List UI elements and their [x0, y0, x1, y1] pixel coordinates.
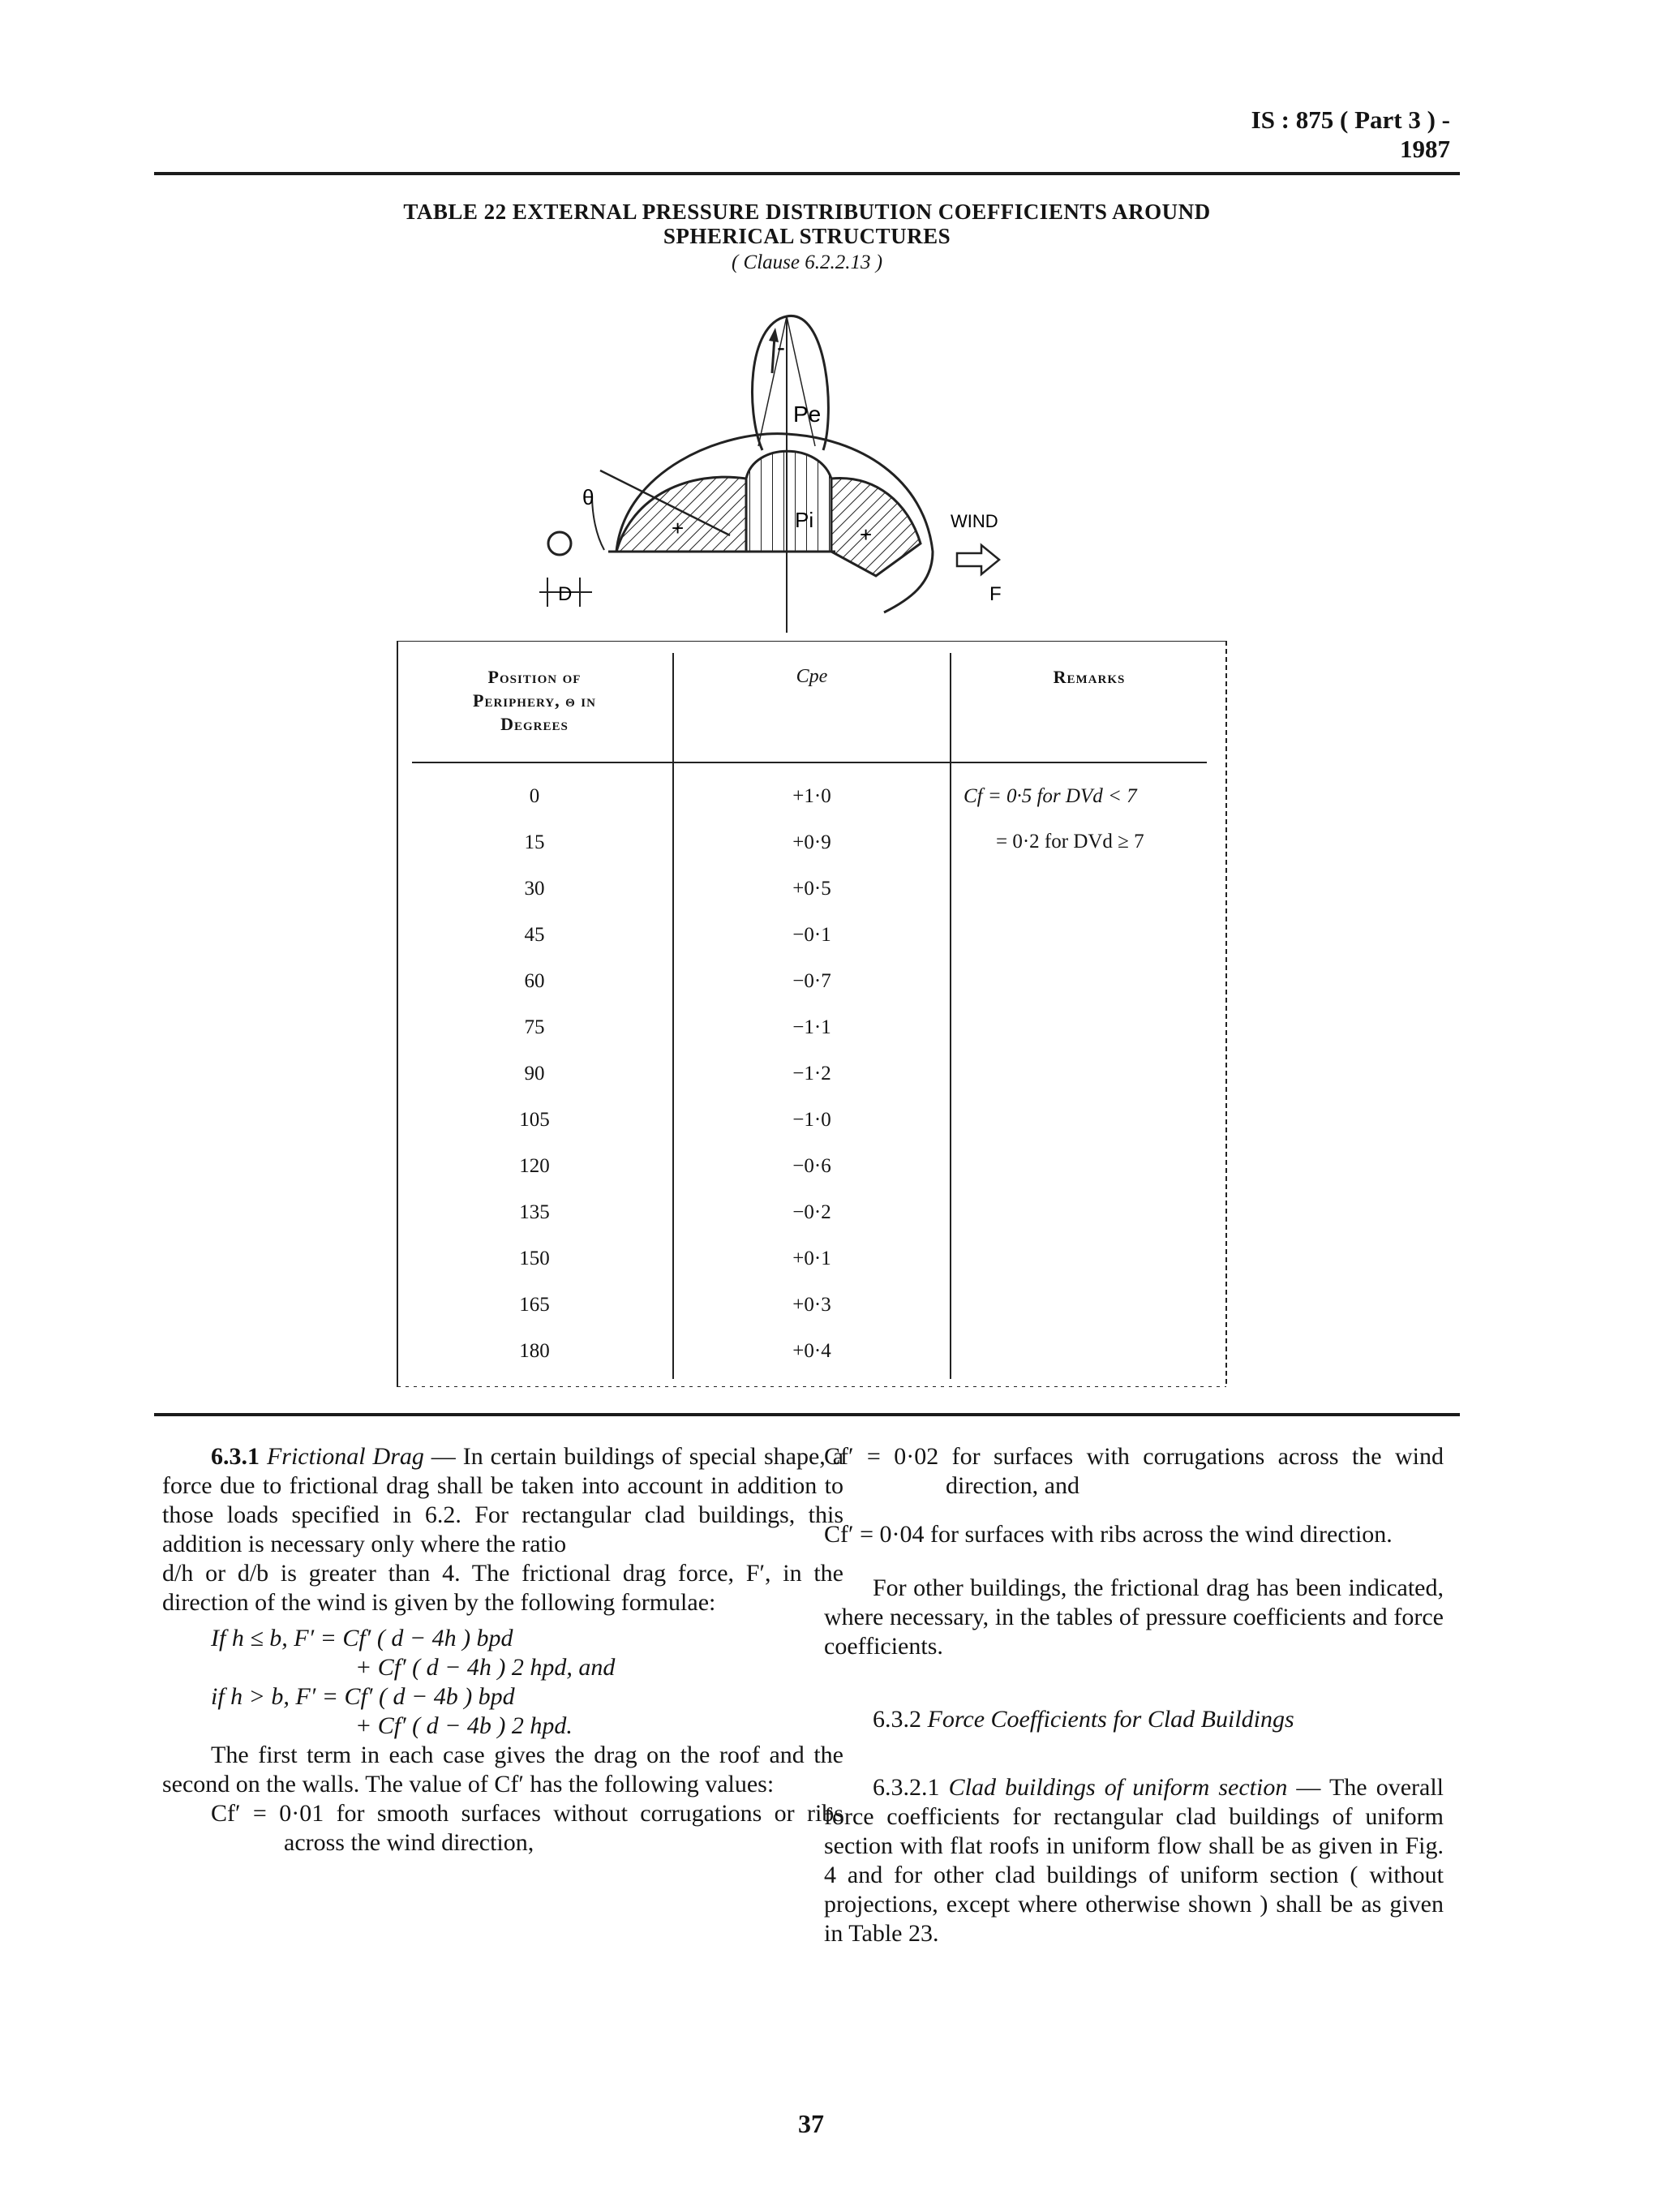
wind-arrow: [957, 545, 999, 574]
col-header-remarks: Remarks: [1053, 667, 1126, 687]
col-header-cpe: Cpe: [796, 666, 828, 687]
clad-buildings-paragraph: 6.3.2.1 Clad buildings of uniform section — The overall force coefficients for rectangular clad buildings of uniform section with flat roofs in uniform flow shall be as given in Fig. 4 and for other clad buildings of uniform section ( without projections, except where otherwise shown ) shall be as given in Table 23.: [824, 1774, 1444, 1947]
table-title-line1: TABLE 22 EXTERNAL PRESSURE DISTRIBUTION COEFFICIENTS AROUND: [403, 200, 1211, 224]
left-column: [162, 1442, 843, 1858]
remark-line1: Cf = 0·5 for DVd < 7: [964, 785, 1137, 807]
formula-1: If h ≤ b, F′ = Cf′ ( d − 4h ) bpd + Cf′ ( d − 4h ) 2 hpd, and: [211, 1625, 616, 1681]
table-cell-position: 150: [519, 1248, 550, 1269]
formula-2: if h > b, F′ = Cf′ ( d − 4b ) bpd + Cf′ ( d − 4b ) 2 hpd.: [211, 1683, 573, 1739]
table-cell-cpe: +0·4: [792, 1340, 831, 1362]
table-cell-cpe: +1·0: [792, 785, 831, 807]
table-cell-cpe: +0·5: [792, 878, 831, 900]
inner-dome: [746, 451, 831, 552]
wind-label: WIND: [951, 511, 998, 531]
right-column: [824, 1442, 1444, 1948]
table-cell-position: 105: [519, 1109, 550, 1131]
pe-label: Pe: [793, 402, 822, 427]
table-cell-position: 45: [524, 924, 545, 946]
table-cell-position: 120: [519, 1155, 550, 1177]
table-cell-cpe: +0·9: [792, 831, 831, 853]
pi-label: Pi: [795, 508, 814, 532]
d-label: D: [558, 583, 573, 605]
standard-header: IS : 875 ( Part 3 ) - 1987: [1251, 105, 1450, 163]
table-cell-cpe: −1·0: [792, 1109, 831, 1131]
table-cell-position: 15: [524, 831, 545, 853]
drag-terms-paragraph: The first term in each case gives the drag on the roof and the second on the walls. The value of Cf′ has the following values:: [162, 1742, 843, 1798]
cf-corrugations-value: Cf′ = 0·02 for surfaces with corrugations across the wind direction, and: [824, 1443, 1444, 1499]
other-buildings-paragraph: For other buildings, the frictional drag has been indicated, where necessary, in the tables of pressure coefficients and force coefficients.: [824, 1574, 1444, 1660]
table-cell-position: 30: [524, 878, 545, 900]
table-title-line2: SPHERICAL STRUCTURES: [663, 224, 951, 248]
table-cell-position: 0: [529, 785, 540, 807]
pressure-table: [396, 641, 1228, 1387]
col-header-position: Position of Periphery, θ in Degrees: [473, 667, 596, 734]
remark-line2: = 0·2 for DVd ≥ 7: [996, 831, 1144, 853]
ratio-paragraph: d/h or d/b is greater than 4. The frictional drag force, F′, in the direction of the wind is given by the following formulae:: [162, 1560, 843, 1616]
suction-lobe: [753, 316, 829, 450]
table-cell-cpe: −1·2: [792, 1063, 831, 1085]
bottom-rule: [154, 1413, 1460, 1416]
table-cell-position: 180: [519, 1340, 550, 1362]
table-clause: ( Clause 6.2.2.13 ): [731, 251, 883, 273]
table-cell-cpe: −0·7: [792, 970, 831, 992]
table-cell-cpe: −1·1: [792, 1016, 831, 1038]
minus-label: -: [777, 334, 785, 361]
right-positive-region: [831, 479, 921, 576]
spherical-pressure-diagram: [454, 292, 1119, 649]
frictional-drag-paragraph: 6.3.1 Frictional Drag — In certain buildings of special shape, a force due to frictional drag shall be taken into account in addition to those loads specified in 6.2. For rectangular clad buildings, this addition is necessary only where the ratio: [162, 1443, 844, 1557]
cf-ribs-value: Cf′ = 0·04 for surfaces with ribs across the wind direction.: [824, 1521, 1393, 1548]
cf-smooth-value: Cf′ = 0·01 for smooth surfaces without corrugations or ribs across the wind direction,: [211, 1800, 843, 1856]
theta-label: θ: [582, 485, 594, 509]
f-label: F: [989, 583, 1002, 605]
table-cell-cpe: +0·1: [792, 1248, 831, 1269]
table-cell-position: 90: [524, 1063, 545, 1085]
table-cell-cpe: −0·6: [792, 1155, 831, 1177]
top-rule: [154, 172, 1460, 175]
table-cell-cpe: +0·3: [792, 1294, 831, 1316]
table-cell-cpe: −0·2: [792, 1201, 831, 1223]
plus-right-label: +: [860, 522, 873, 547]
table-cell-position: 75: [524, 1016, 545, 1038]
table-cell-position: 165: [519, 1294, 550, 1316]
force-coefficients-heading: 6.3.2 Force Coefficients for Clad Buildings: [873, 1706, 1294, 1733]
table-cell-position: 60: [524, 970, 545, 992]
table-cell-position: 135: [519, 1201, 550, 1223]
page-number: 37: [798, 2109, 824, 2138]
small-sphere: [548, 532, 571, 555]
table-cell-cpe: −0·1: [792, 924, 831, 946]
plus-left-label: +: [672, 516, 685, 540]
